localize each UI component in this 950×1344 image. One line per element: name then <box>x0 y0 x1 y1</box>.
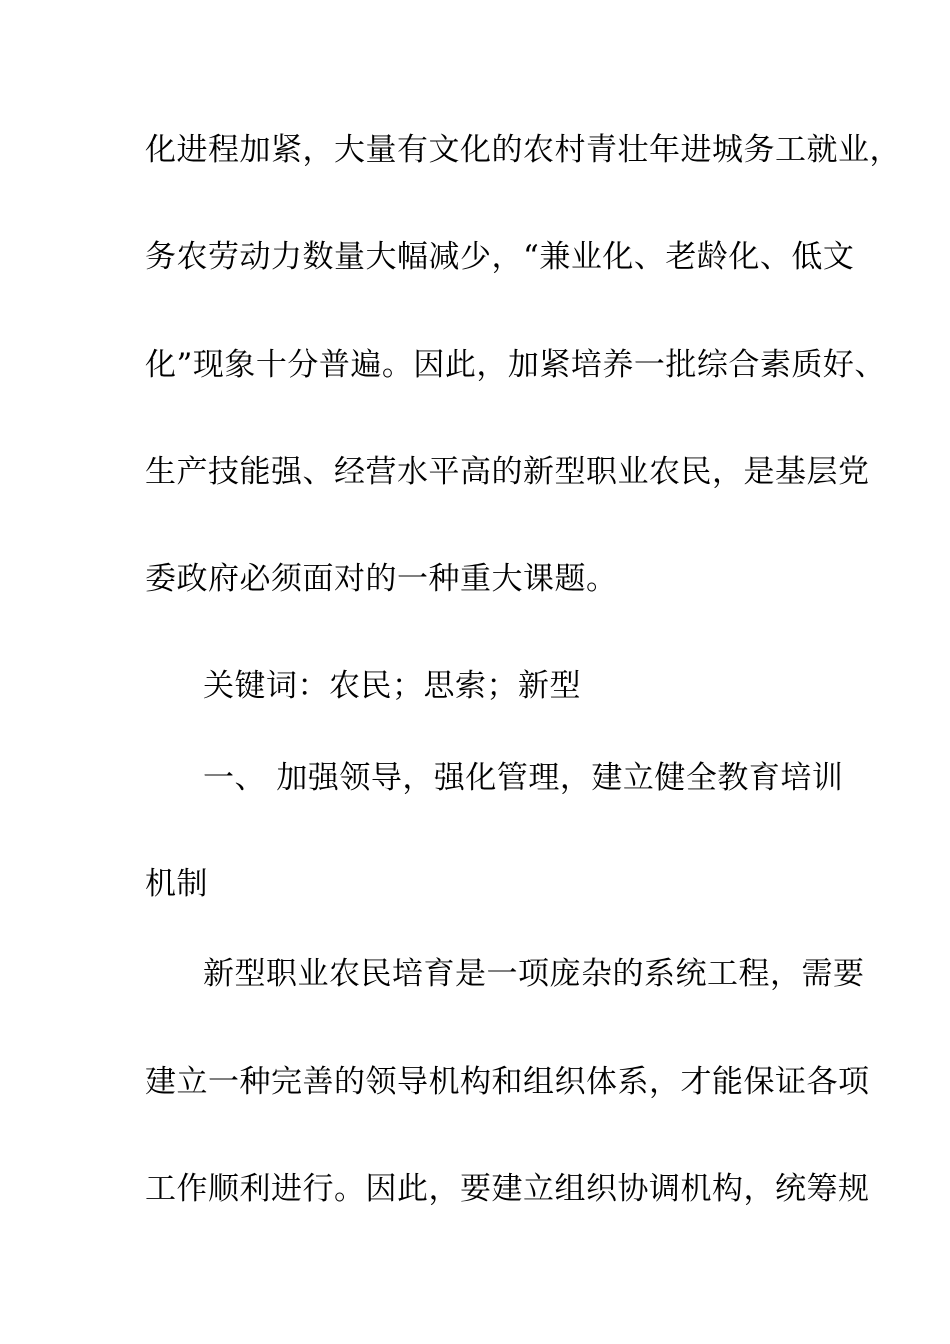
keywords-line: 关键词：农民；思索；新型 <box>203 668 581 704</box>
body-text-line: 化进程加紧，大量有文化的农村青壮年进城务工就业， <box>145 132 901 168</box>
body-text-line: 化”现象十分普遍。因此，加紧培养一批综合素质好、 <box>145 347 886 383</box>
body-text-line: 建立一种完善的领导机构和组织体系，才能保证各项 <box>145 1064 870 1100</box>
section-heading: 一、 加强领导，强化管理，建立健全教育培训 <box>203 760 844 796</box>
body-text-line: 委政府必须面对的一种重大课题。 <box>145 561 618 597</box>
body-text-line: 务农劳动力数量大幅减少，“兼业化、老龄化、低文 <box>145 239 855 275</box>
body-text-line: 工作顺利进行。因此，要建立组织协调机构，统筹规 <box>145 1171 870 1207</box>
body-text-line: 新型职业农民培育是一项庞杂的系统工程，需要 <box>203 956 865 992</box>
body-text-line: 生产技能强、经营水平高的新型职业农民，是基层党 <box>145 454 870 490</box>
section-heading-continuation: 机制 <box>145 866 208 902</box>
